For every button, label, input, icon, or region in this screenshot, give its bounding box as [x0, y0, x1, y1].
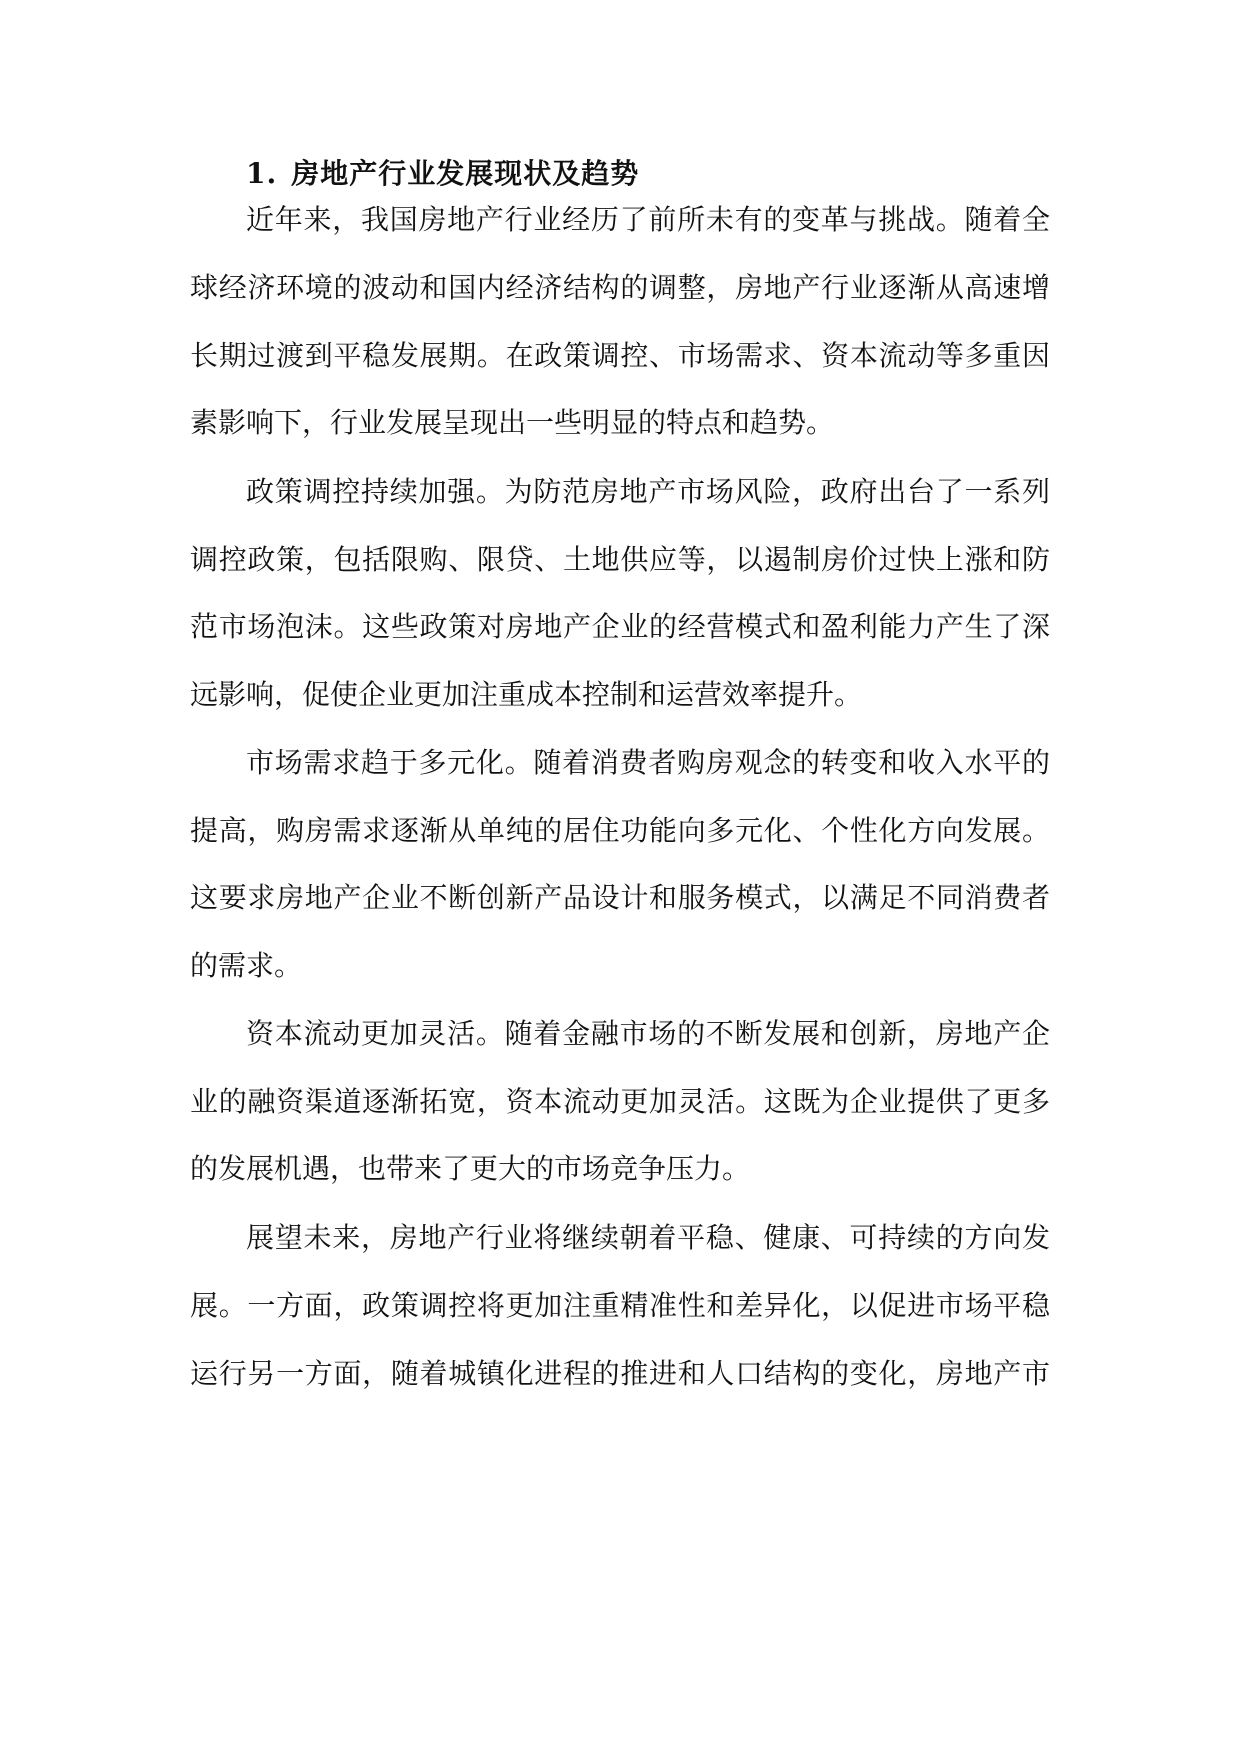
paragraph-line: 球经济环境的波动和国内经济结构的调整，房地产行业逐渐从高速增	[190, 271, 1050, 304]
paragraph-line: 运行另一方面，随着城镇化进程的推进和人口结构的变化，房地产市	[190, 1357, 1050, 1390]
paragraph-line: 的发展机遇，也带来了更大的市场竞争压力。	[190, 1152, 751, 1185]
paragraph-line: 展望未来，房地产行业将继续朝着平稳、健康、可持续的方向发	[246, 1221, 1050, 1254]
paragraph-line: 这要求房地产企业不断创新产品设计和服务模式，以满足不同消费者	[190, 881, 1050, 914]
paragraph-line: 调控政策，包括限购、限贷、土地供应等，以遏制房价过快上涨和防	[190, 543, 1050, 576]
paragraph-line: 展。一方面，政策调控将更加注重精准性和差异化，以促进市场平稳	[190, 1289, 1050, 1322]
paragraph-line: 业的融资渠道逐渐拓宽，资本流动更加灵活。这既为企业提供了更多	[190, 1085, 1050, 1118]
section-title: 房地产行业发展现状及趋势	[291, 157, 640, 190]
paragraph-line: 范市场泡沫。这些政策对房地产企业的经营模式和盈利能力产生了深	[190, 610, 1050, 643]
paragraph-line: 提高，购房需求逐渐从单纯的居住功能向多元化、个性化方向发展。	[190, 814, 1050, 847]
paragraph-line: 长期过渡到平稳发展期。在政策调控、市场需求、资本流动等多重因	[190, 339, 1050, 372]
paragraph-line: 近年来，我国房地产行业经历了前所未有的变革与挑战。随着全	[246, 203, 1050, 236]
section-number: 1.	[246, 157, 278, 190]
paragraph-line: 素影响下，行业发展呈现出一些明显的特点和趋势。	[190, 406, 835, 439]
section-heading	[246, 152, 639, 192]
paragraph-line: 的需求。	[190, 949, 303, 982]
paragraph-line: 市场需求趋于多元化。随着消费者购房观念的转变和收入水平的	[246, 746, 1050, 779]
paragraph-line: 政策调控持续加强。为防范房地产市场风险，政府出台了一系列	[246, 475, 1050, 508]
paragraph-line: 远影响，促使企业更加注重成本控制和运营效率提升。	[190, 678, 863, 711]
paragraph-line: 资本流动更加灵活。随着金融市场的不断发展和创新，房地产企	[246, 1017, 1050, 1050]
